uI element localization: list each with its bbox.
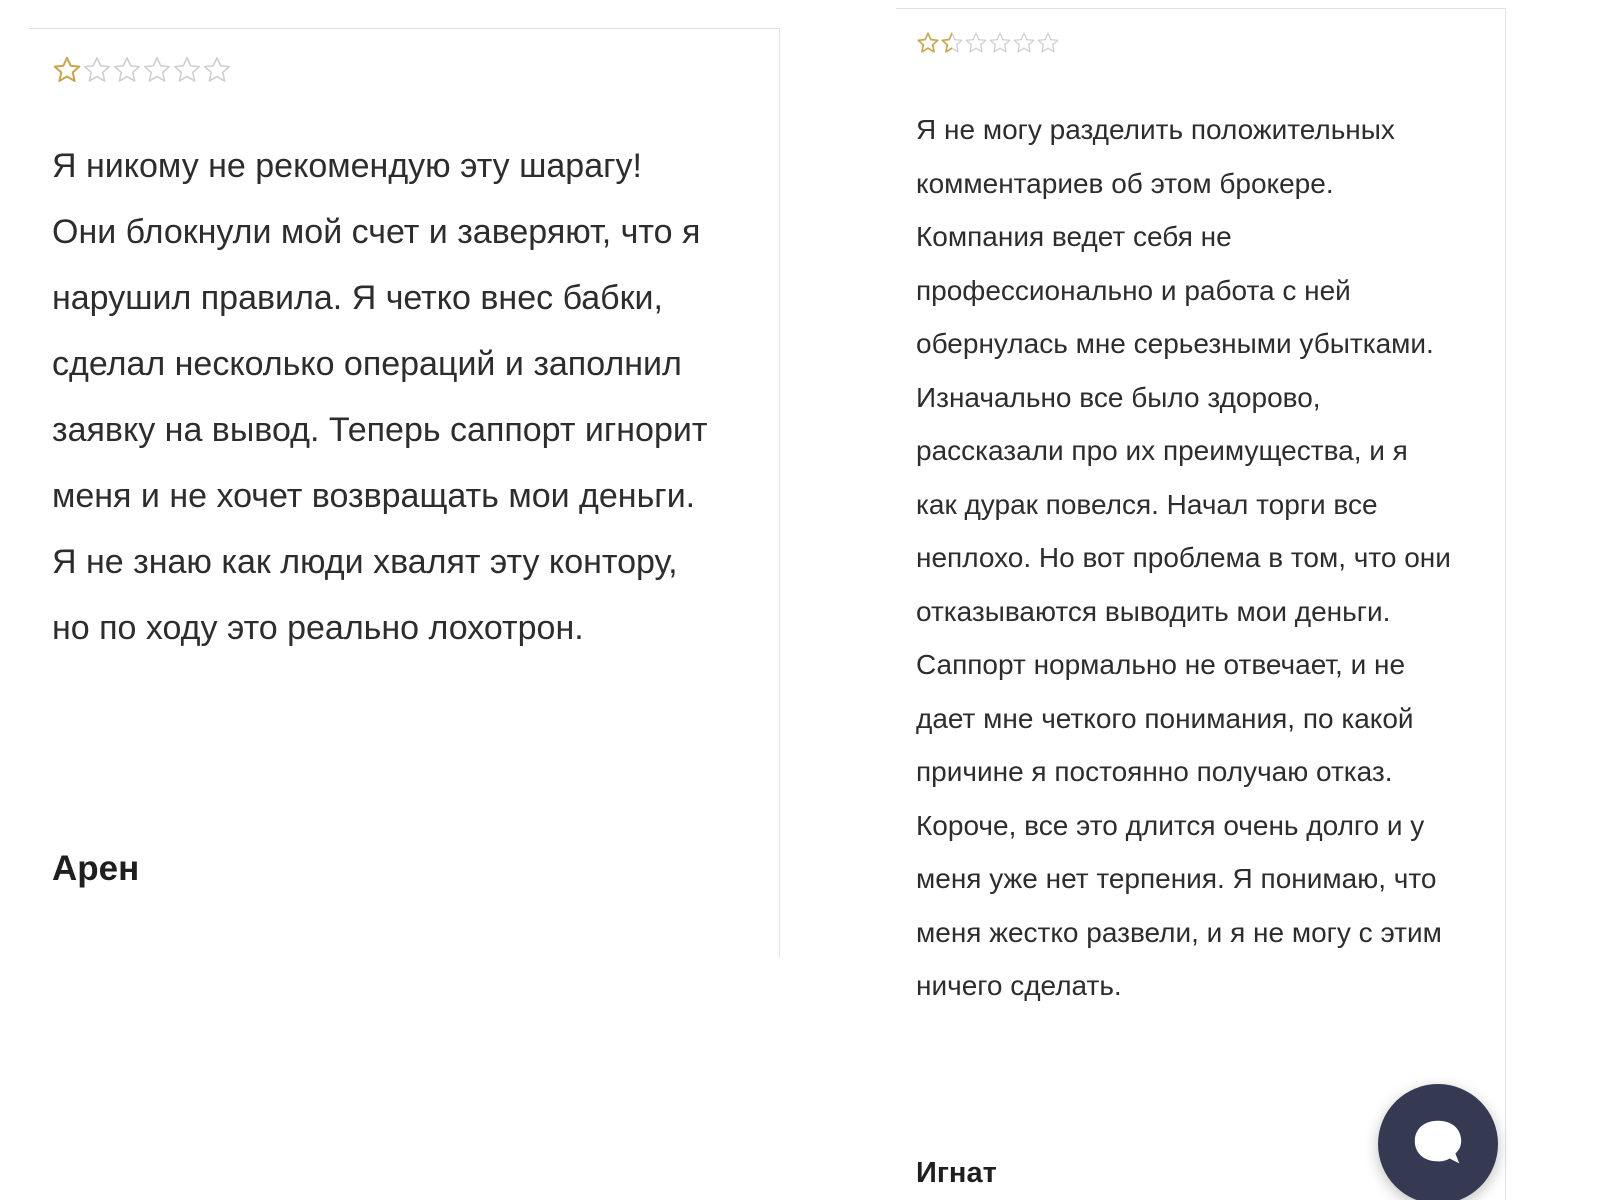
chat-widget-button[interactable]	[1378, 1084, 1498, 1200]
star-empty-icon	[172, 55, 202, 85]
chat-bubble-icon	[1409, 1115, 1467, 1173]
star-empty-icon	[202, 55, 232, 85]
review-author: Игнат	[916, 1157, 997, 1189]
review-card-ignat	[896, 8, 1506, 1200]
review-text: Я не могу разделить положительных комментариев об этом брокере. Компания ведет себя не профессионально и работа с ней обернулась мне серьезными убытками. Изначально все было здорово, рассказали про их преимущества, и я как дурак повелся. Начал торги все неплохо. Но вот проблема в том, что они отказываются выводить мои деньги. Саппорт нормально не отвечает, и не дает мне четкого понимания, по какой причине я постоянно получаю отказ. Короче, все это длится очень долго и у меня уже нет терпения. Я понимаю, что меня жестко развели, и я не могу с этим ничего сделать.	[916, 114, 1451, 1001]
star-empty-icon	[1012, 31, 1036, 55]
star-filled-icon	[916, 31, 940, 55]
star-empty-icon	[112, 55, 142, 85]
star-rating	[916, 31, 1060, 55]
star-empty-icon	[82, 55, 112, 85]
star-empty-icon	[142, 55, 172, 85]
review-card-aren	[28, 28, 780, 958]
star-empty-icon	[988, 31, 1012, 55]
review-author: Арен	[52, 849, 140, 888]
star-filled-icon	[940, 31, 964, 55]
review-text: Я никому не рекомендую эту шарагу! Они блокнули мой счет и заверяют, что я нарушил правила. Я четко внес бабки, сделал несколько операций и заполнил заявку на вывод. Теперь саппорт игнорит меня и не хочет возвращать мои деньги. Я не знаю как люди хвалят эту контору, но по ходу это реально лохотрон.	[52, 147, 708, 647]
star-rating	[52, 55, 232, 85]
star-empty-icon	[964, 31, 988, 55]
star-filled-icon	[52, 55, 82, 85]
star-empty-icon	[1036, 31, 1060, 55]
